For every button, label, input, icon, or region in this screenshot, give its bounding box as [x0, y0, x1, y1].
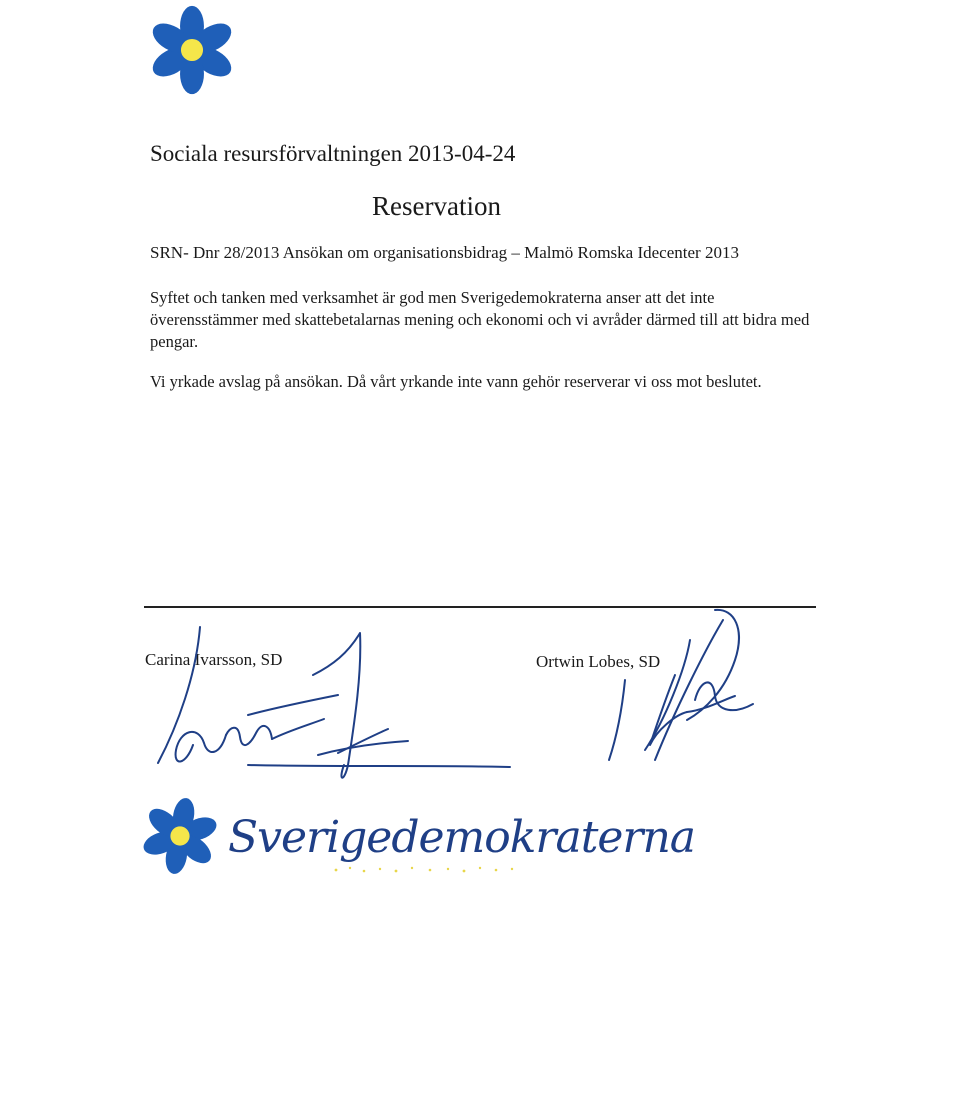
signatory-name-2: Ortwin Lobes, SD: [536, 652, 661, 671]
signatory-name-1: Carina Ivarsson, SD: [145, 650, 283, 669]
handwritten-signature-1: [138, 615, 518, 795]
party-logo-flower-icon: [146, 4, 238, 96]
decorative-dots-icon: [330, 862, 530, 878]
party-wordmark-logo: Sverigedemokraterna: [228, 812, 696, 863]
document-title: Reservation: [372, 191, 501, 221]
document-heading: Sociala resursförvaltningen 2013-04-24: [150, 141, 516, 166]
body-paragraph-1: Syftet och tanken med verksamhet är god men Sverigedemokraterna anser att det inte överensstämmer med skattebetalarnas mening och ekonomi och vi avråder därmed till att bidra med pengar.: [150, 288, 810, 351]
party-logo-small-flower-icon: [140, 796, 220, 876]
document-subject: SRN- Dnr 28/2013 Ansökan om organisationsbidrag – Malmö Romska Idecenter 2013: [150, 243, 739, 262]
handwritten-signature-2: [595, 600, 765, 775]
body-paragraph-2: Vi yrkade avslag på ansökan. Då vårt yrkande inte vann gehör reserverar vi oss mot beslutet.: [150, 372, 762, 391]
